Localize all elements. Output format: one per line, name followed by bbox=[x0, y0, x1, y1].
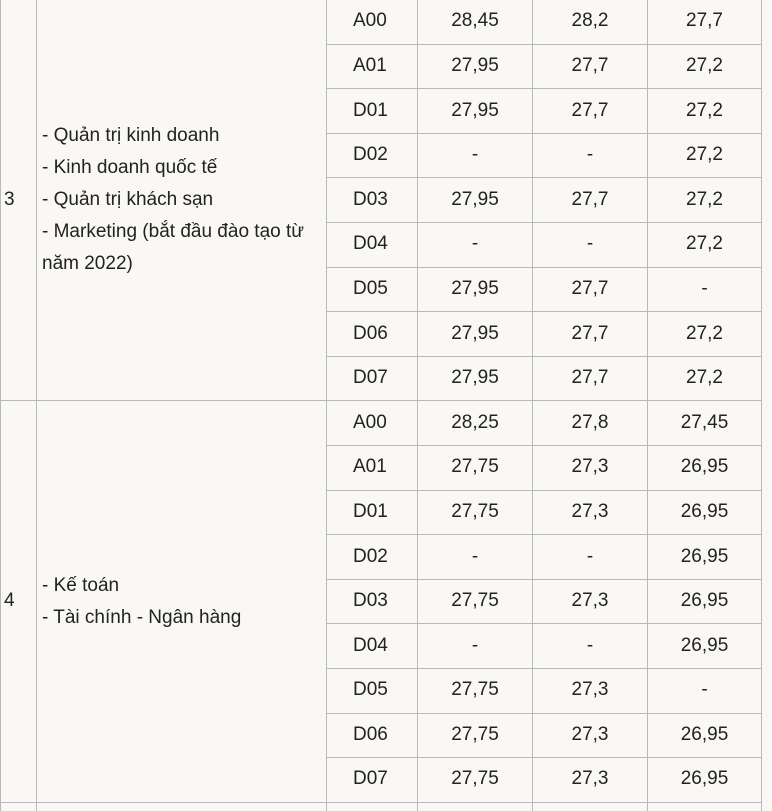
score-cell-1: 27,75 bbox=[418, 758, 533, 803]
table-row bbox=[1, 0, 762, 44]
score-cell-1: 27,95 bbox=[418, 267, 533, 312]
score-cell-1: - bbox=[418, 222, 533, 267]
subject-combo-cell: D05 bbox=[327, 267, 418, 312]
score-cell-2: 27,7 bbox=[533, 89, 648, 134]
score-cell-3: - bbox=[648, 267, 762, 312]
subject-combo-cell: D03 bbox=[327, 579, 418, 624]
major-name: - Quản trị kinh doanh bbox=[42, 125, 220, 147]
score-cell-3: 27,2 bbox=[648, 133, 762, 178]
subject-combo-cell: D06 bbox=[327, 312, 418, 357]
major-name: - Kinh doanh quốc tế bbox=[42, 157, 218, 179]
score-cell-1: 28,45 bbox=[418, 0, 533, 44]
score-cell-2: 28,2 bbox=[533, 0, 648, 44]
score-cell-2: 27,3 bbox=[533, 579, 648, 624]
subject-combo-cell: D04 bbox=[327, 624, 418, 669]
subject-combo-cell: D07 bbox=[327, 356, 418, 401]
score-cell-1: 27,75 bbox=[418, 490, 533, 535]
score-cell-3: 27,45 bbox=[648, 401, 762, 446]
empty-cell bbox=[1, 802, 37, 811]
score-cell-1: 27,95 bbox=[418, 178, 533, 223]
major-name: - Marketing (bắt đầu đào tạo từ năm 2022) bbox=[42, 221, 304, 275]
score-cell-2: 27,3 bbox=[533, 490, 648, 535]
score-cell-1: 27,95 bbox=[418, 89, 533, 134]
score-cell-1: 27,75 bbox=[418, 445, 533, 490]
subject-combo-cell: D03 bbox=[327, 178, 418, 223]
score-cell-2: 27,7 bbox=[533, 356, 648, 401]
empty-cell bbox=[648, 802, 762, 811]
subject-combo-cell: A01 bbox=[327, 44, 418, 89]
score-cell-3: 26,95 bbox=[648, 758, 762, 803]
score-cell-2: - bbox=[533, 133, 648, 178]
score-cell-1: 27,95 bbox=[418, 312, 533, 357]
score-cell-2: 27,7 bbox=[533, 178, 648, 223]
row-number-cell: 3 bbox=[1, 0, 37, 401]
score-cell-3: 27,2 bbox=[648, 178, 762, 223]
score-cell-1: - bbox=[418, 624, 533, 669]
subject-combo-cell: D05 bbox=[327, 668, 418, 713]
score-cell-3: 27,2 bbox=[648, 89, 762, 134]
score-cell-2: 27,3 bbox=[533, 445, 648, 490]
empty-cell bbox=[418, 802, 533, 811]
score-cell-3: 26,95 bbox=[648, 713, 762, 758]
score-cell-3: 27,2 bbox=[648, 222, 762, 267]
score-cell-3: 27,2 bbox=[648, 312, 762, 357]
score-cell-1: 28,25 bbox=[418, 401, 533, 446]
score-cell-1: 27,95 bbox=[418, 356, 533, 401]
score-cell-2: 27,7 bbox=[533, 44, 648, 89]
score-cell-3: - bbox=[648, 668, 762, 713]
score-cell-3: 26,95 bbox=[648, 490, 762, 535]
score-cell-3: 26,95 bbox=[648, 624, 762, 669]
score-cell-3: 26,95 bbox=[648, 445, 762, 490]
subject-combo-cell: D04 bbox=[327, 222, 418, 267]
score-cell-2: 27,7 bbox=[533, 312, 648, 357]
score-cell-2: 27,3 bbox=[533, 758, 648, 803]
score-cell-2: 27,3 bbox=[533, 668, 648, 713]
major-name: - Tài chính - Ngân hàng bbox=[42, 606, 242, 628]
major-name: - Quản trị khách sạn bbox=[42, 189, 214, 211]
score-cell-1: - bbox=[418, 535, 533, 580]
table-row bbox=[1, 401, 762, 446]
subject-combo-cell: D02 bbox=[327, 133, 418, 178]
subject-combo-cell: D02 bbox=[327, 535, 418, 580]
score-cell-2: 27,8 bbox=[533, 401, 648, 446]
majors-cell bbox=[37, 401, 327, 802]
subject-combo-cell: D01 bbox=[327, 490, 418, 535]
score-cell-1: 27,95 bbox=[418, 44, 533, 89]
score-cell-2: 27,7 bbox=[533, 267, 648, 312]
score-cell-1: - bbox=[418, 133, 533, 178]
subject-combo-cell: D07 bbox=[327, 758, 418, 803]
score-cell-3: 27,7 bbox=[648, 0, 762, 44]
empty-cell bbox=[37, 802, 327, 811]
subject-combo-cell: D06 bbox=[327, 713, 418, 758]
empty-cell bbox=[533, 802, 648, 811]
score-cell-3: 26,95 bbox=[648, 579, 762, 624]
score-cell-2: 27,3 bbox=[533, 713, 648, 758]
table-body bbox=[1, 0, 762, 811]
score-cell-1: 27,75 bbox=[418, 668, 533, 713]
score-cell-2: - bbox=[533, 222, 648, 267]
major-name: - Kế toán bbox=[42, 574, 120, 596]
score-cell-3: 27,2 bbox=[648, 356, 762, 401]
score-cell-2: - bbox=[533, 624, 648, 669]
score-cell-3: 27,2 bbox=[648, 44, 762, 89]
score-cell-1: 27,75 bbox=[418, 579, 533, 624]
empty-cell bbox=[327, 802, 418, 811]
subject-combo-cell: D01 bbox=[327, 89, 418, 134]
score-cell-2: - bbox=[533, 535, 648, 580]
table-row-partial bbox=[1, 802, 762, 811]
majors-cell bbox=[37, 0, 327, 401]
row-number-cell: 4 bbox=[1, 401, 37, 802]
subject-combo-cell: A00 bbox=[327, 401, 418, 446]
score-cell-1: 27,75 bbox=[418, 713, 533, 758]
subject-combo-cell: A01 bbox=[327, 445, 418, 490]
score-cell-3: 26,95 bbox=[648, 535, 762, 580]
subject-combo-cell: A00 bbox=[327, 0, 418, 44]
